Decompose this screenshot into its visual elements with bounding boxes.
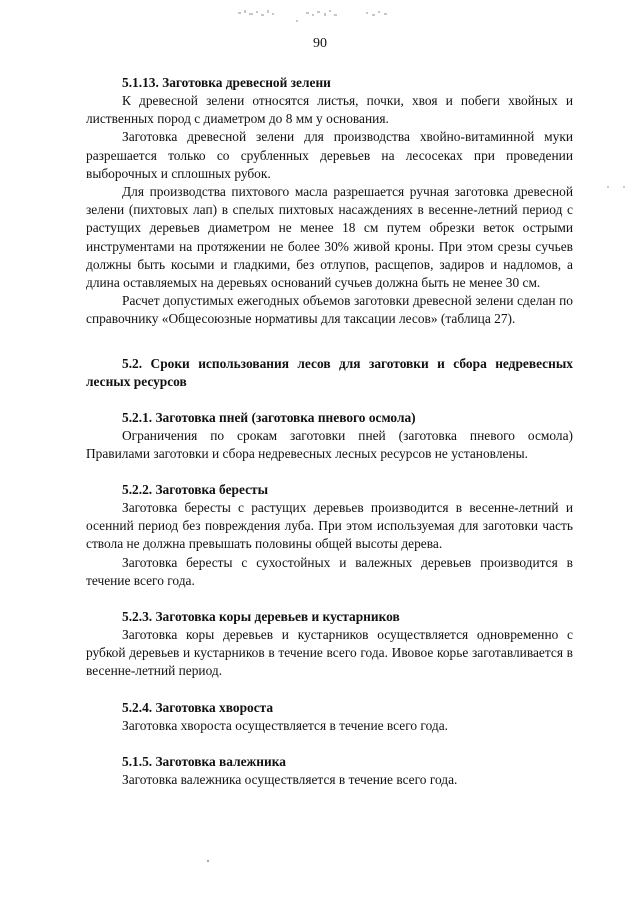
- paragraph: Заготовка бересты с растущих деревьев производится в весенне-летний и осенний период без повреждения луба. При этом используемая для заготовки часть ствола не должна превышать половины общей высоты дерева.: [86, 500, 573, 552]
- paragraph: Ограничения по срокам заготовки пней (заготовка пневого осмола) Правилами заготовки и сбора недревесных лесных ресурсов не установлены.: [86, 427, 573, 461]
- paragraph: Заготовка древесной зелени для производства хвойно-витаминной муки разрешается только со срубленных деревьев на лесосеках при проведении выборочных и сплошных рубок.: [86, 129, 573, 181]
- scan-artifact: [236, 4, 406, 26]
- section-heading: 5.1.5. Заготовка валежника: [122, 753, 286, 769]
- section-5-2-3: [86, 608, 573, 681]
- document-body: [86, 74, 573, 789]
- scan-speck: [623, 186, 625, 188]
- paragraph: Заготовка коры деревьев и кустарников осуществляется одновременно с рубкой деревьев и кустарников в течение всего года. Ивовое корье заготавливается в весенне-летний период.: [86, 627, 573, 679]
- section-heading: 5.2.3. Заготовка коры деревьев и кустарников: [122, 609, 400, 625]
- page-number: 90: [313, 36, 327, 51]
- paragraph: Заготовка бересты с сухостойных и валежных деревьев производится в течение всего года.: [86, 554, 573, 588]
- section-heading: 5.2.2. Заготовка бересты: [122, 482, 269, 498]
- section-5-1-5: [86, 753, 573, 789]
- paragraph: К древесной зелени относятся листья, почки, хвоя и побеги хвойных и лиственных пород с диаметром до 8 мм у основания.: [86, 93, 573, 127]
- paragraph: Заготовка хвороста осуществляется в течение всего года.: [122, 717, 448, 733]
- paragraph: Для производства пихтового масла разрешается ручная заготовка древесной зелени (пихтовых лап) в спелых пихтовых насаждениях в весенне-летний период с растущих деревьев диаметром не менее 18 см путем обрезки веток острыми инструментами на протяжении не более 30% живой кроны. При этом срезы сучьев должны быть косыми и гладкими, без отлупов, расщепов, задиров и надломов, а длина оставляемых на деревьях оснований сучьев должна быть не менее 30 см.: [86, 184, 573, 291]
- section-heading: 5.2.1. Заготовка пней (заготовка пневого осмола): [122, 409, 416, 425]
- section-heading: 5.2.4. Заготовка хвороста: [122, 699, 274, 715]
- paragraph: Расчет допустимых ежегодных объемов заготовки древесной зелени сделан по справочнику «Общесоюзные нормативы для таксации лесов» (таблица 27).: [86, 293, 573, 327]
- section-5-1-13: [86, 74, 573, 329]
- section-heading: 5.1.13. Заготовка древесной зелени: [122, 75, 331, 90]
- section-heading: 5.2. Сроки использования лесов для заготовки и сбора недревесных лесных ресурсов: [86, 355, 573, 389]
- section-5-2-4: [86, 699, 573, 735]
- paragraph: Заготовка валежника осуществляется в течение всего года.: [122, 771, 458, 787]
- scan-speck: [207, 860, 209, 862]
- section-5-2-2: [86, 481, 573, 590]
- scan-speck: [607, 186, 609, 188]
- section-5-2-1: [86, 409, 573, 463]
- section-5-2: [86, 355, 573, 391]
